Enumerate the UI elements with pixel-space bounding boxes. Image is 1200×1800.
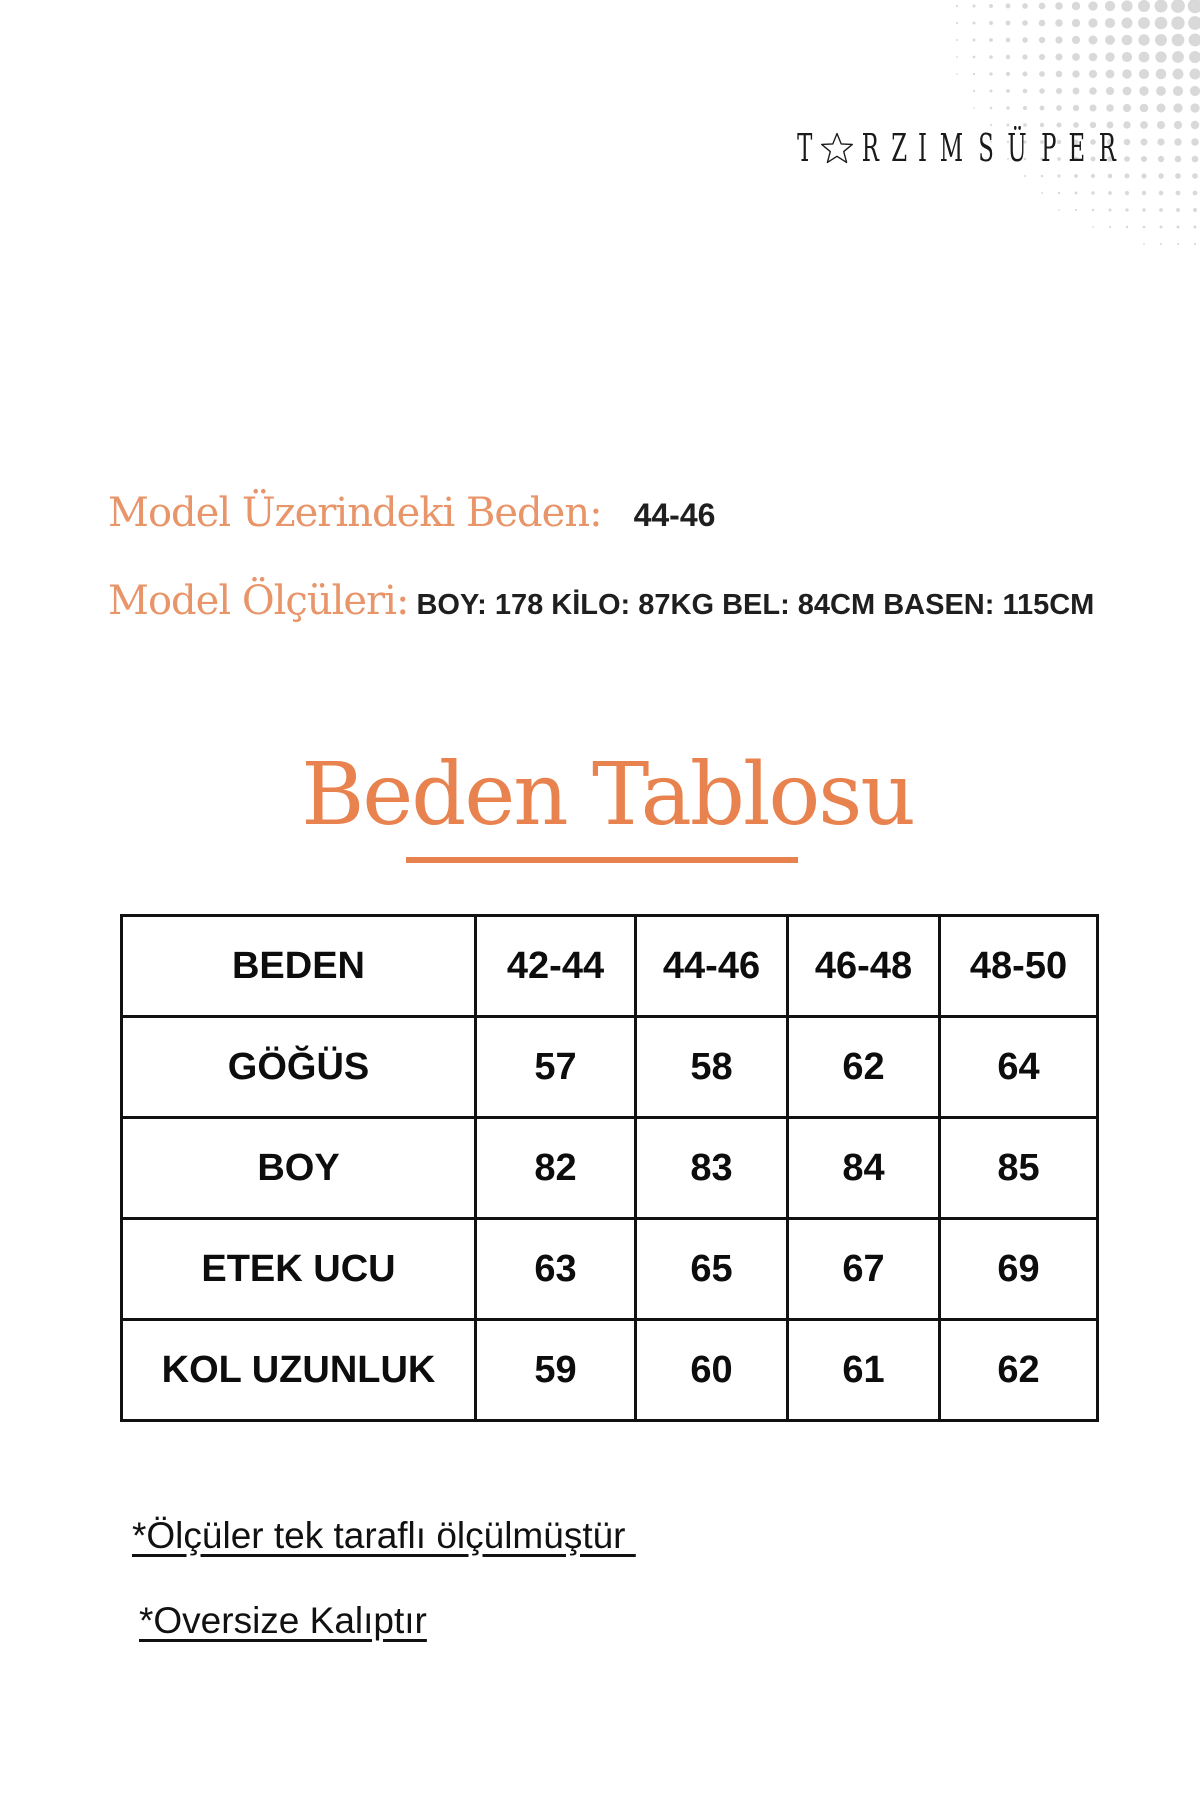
table-cell: 57 bbox=[476, 1017, 636, 1118]
decorative-dot bbox=[1175, 173, 1181, 179]
decorative-dot bbox=[956, 39, 958, 41]
title-underline bbox=[406, 857, 798, 863]
decorative-dot bbox=[1040, 106, 1045, 111]
decorative-dot bbox=[1089, 36, 1098, 45]
brand-logo bbox=[792, 120, 1122, 176]
decorative-dot bbox=[1006, 106, 1009, 109]
logo-letter: Z bbox=[891, 126, 908, 170]
decorative-dot bbox=[1006, 21, 1011, 26]
decorative-dot bbox=[1056, 105, 1062, 111]
decorative-dot bbox=[1192, 173, 1198, 179]
decorative-dot bbox=[1190, 103, 1199, 112]
row-label-cell: GÖĞÜS bbox=[122, 1017, 476, 1118]
decorative-dot bbox=[1172, 34, 1185, 47]
decorative-dot bbox=[1055, 19, 1062, 26]
decorative-dot bbox=[1190, 86, 1200, 96]
decorative-dot bbox=[1189, 34, 1200, 47]
table-header-row bbox=[122, 916, 1098, 1017]
logo-letter: S bbox=[978, 126, 995, 170]
model-size-value: 44-46 bbox=[633, 497, 716, 533]
decorative-dot bbox=[1022, 20, 1028, 26]
decorative-dot bbox=[1193, 191, 1198, 196]
decorative-dot bbox=[1157, 138, 1164, 145]
decorative-dot bbox=[1159, 191, 1164, 196]
decorative-dot bbox=[1058, 192, 1060, 194]
table-cell: 83 bbox=[636, 1118, 788, 1219]
decorative-dot bbox=[1006, 55, 1010, 59]
decorative-dot bbox=[1105, 18, 1115, 28]
decorative-dot bbox=[1109, 209, 1112, 212]
decorative-dot bbox=[1006, 4, 1011, 9]
decorative-dot bbox=[1175, 156, 1182, 163]
decorative-dot bbox=[1121, 0, 1132, 11]
decorative-dot bbox=[1075, 209, 1077, 211]
table-cell: 62 bbox=[788, 1017, 940, 1118]
table-cell: 85 bbox=[940, 1118, 1098, 1219]
decorative-dot bbox=[1158, 173, 1164, 179]
decorative-dot bbox=[1122, 18, 1133, 29]
decorative-dot bbox=[1172, 51, 1184, 63]
decorative-dot bbox=[1122, 69, 1132, 79]
decorative-dot bbox=[1124, 156, 1130, 162]
decorative-dot bbox=[1072, 19, 1080, 27]
star-outline-icon bbox=[820, 131, 854, 165]
decorative-dot bbox=[1159, 208, 1163, 212]
table-row bbox=[122, 1017, 1098, 1118]
decorative-dot bbox=[1126, 226, 1128, 228]
decorative-dot bbox=[1143, 243, 1145, 245]
row-label-cell: KOL UZUNLUK bbox=[122, 1320, 476, 1421]
decorative-dot bbox=[1073, 88, 1080, 95]
model-size-label: Model Üzerindeki Beden: bbox=[108, 490, 602, 536]
decorative-dot bbox=[1192, 156, 1199, 163]
decorative-dot bbox=[1155, 34, 1167, 46]
decorative-dot bbox=[989, 38, 993, 42]
size-table bbox=[120, 914, 1099, 1422]
decorative-dot bbox=[1173, 86, 1183, 96]
decorative-dot bbox=[1143, 226, 1146, 229]
decorative-dot bbox=[1039, 88, 1044, 93]
decorative-dot bbox=[1039, 71, 1045, 77]
decorative-dot bbox=[973, 39, 976, 42]
decorative-dot bbox=[972, 4, 975, 7]
decorative-dot bbox=[1056, 71, 1063, 78]
decorative-dot bbox=[1140, 104, 1149, 113]
logo-letter: R bbox=[861, 126, 879, 170]
table-cell: 60 bbox=[636, 1320, 788, 1421]
decorative-dot bbox=[1188, 16, 1200, 30]
decorative-dot bbox=[1176, 208, 1180, 212]
decorative-dot bbox=[1177, 226, 1180, 229]
decorative-dot bbox=[1141, 139, 1148, 146]
table-cell: 67 bbox=[788, 1219, 940, 1320]
table-row bbox=[122, 1219, 1098, 1320]
decorative-dot bbox=[1141, 173, 1146, 178]
decorative-dot bbox=[1139, 69, 1149, 79]
row-label-cell: BOY bbox=[122, 1118, 476, 1219]
decorative-dot bbox=[1160, 243, 1162, 245]
decorative-dot bbox=[1091, 191, 1094, 194]
logo-letter: E bbox=[1068, 126, 1086, 170]
decorative-dot bbox=[973, 73, 975, 75]
decorative-dot bbox=[1139, 86, 1148, 95]
header-cell: 44-46 bbox=[636, 916, 788, 1017]
header-cell: 48-50 bbox=[940, 916, 1098, 1017]
decorative-dot bbox=[1108, 191, 1112, 195]
decorative-dot bbox=[1177, 243, 1179, 245]
decorative-dot bbox=[1194, 243, 1196, 245]
table-cell: 58 bbox=[636, 1017, 788, 1118]
decorative-dot bbox=[1123, 104, 1131, 112]
decorative-dot bbox=[1088, 18, 1097, 27]
decorative-dot bbox=[956, 56, 958, 58]
decorative-dot bbox=[1105, 52, 1114, 61]
decorative-dot bbox=[1138, 34, 1149, 45]
decorative-dot bbox=[1072, 36, 1080, 44]
decorative-dot bbox=[1023, 89, 1028, 94]
decorative-dot bbox=[1156, 69, 1167, 80]
decorative-dot bbox=[1023, 72, 1028, 77]
decorative-dot bbox=[1173, 69, 1184, 80]
decorative-dot bbox=[1089, 70, 1097, 78]
decorative-dot bbox=[989, 55, 993, 59]
table-cell: 65 bbox=[636, 1219, 788, 1320]
logo-letter: M bbox=[939, 126, 964, 170]
decorative-dot bbox=[989, 72, 992, 75]
decorative-dot bbox=[1141, 156, 1147, 162]
decorative-dot bbox=[989, 21, 993, 25]
decorative-dot bbox=[1106, 87, 1114, 95]
decorative-dot bbox=[973, 107, 975, 109]
decorative-dot bbox=[956, 73, 958, 75]
decorative-dot bbox=[1125, 191, 1129, 195]
decorative-dot bbox=[1109, 226, 1111, 228]
decorative-dot bbox=[1089, 53, 1098, 62]
decorative-dot bbox=[1125, 208, 1128, 211]
decorative-dot bbox=[1124, 139, 1131, 146]
decorative-dot bbox=[1160, 226, 1163, 229]
decorative-dot bbox=[1123, 87, 1132, 96]
decorative-dot bbox=[1157, 104, 1166, 113]
decorative-dot bbox=[1122, 52, 1132, 62]
decorative-dot bbox=[1072, 53, 1080, 61]
decorative-dot bbox=[1174, 138, 1181, 145]
decorative-dot bbox=[1188, 0, 1200, 13]
decorative-dot bbox=[1171, 16, 1184, 29]
decorative-dot bbox=[1039, 37, 1045, 43]
decorative-dot bbox=[1022, 54, 1027, 59]
decorative-dot bbox=[1092, 209, 1095, 212]
decorative-dot bbox=[1140, 121, 1148, 129]
decorative-dot bbox=[1191, 121, 1199, 129]
table-cell: 69 bbox=[940, 1219, 1098, 1320]
decorative-dot bbox=[1039, 20, 1046, 27]
decorative-dot bbox=[1142, 208, 1146, 212]
decorative-dot bbox=[1023, 106, 1027, 110]
model-measurements-row bbox=[108, 578, 1094, 624]
decorative-dot bbox=[1171, 0, 1185, 13]
logo-letter: Ü bbox=[1007, 126, 1028, 170]
decorative-dot bbox=[1173, 103, 1182, 112]
decorative-dot bbox=[1073, 105, 1079, 111]
decorative-dot bbox=[1075, 192, 1078, 195]
model-measurements-label: Model Ölçüleri: bbox=[108, 578, 409, 624]
model-measurements-value: BOY: 178 KİLO: 87KG BEL: 84CM BASEN: 115CM bbox=[416, 589, 1095, 621]
table-cell: 84 bbox=[788, 1118, 940, 1219]
row-label-cell: ETEK UCU bbox=[122, 1219, 476, 1320]
table-cell: 82 bbox=[476, 1118, 636, 1219]
decorative-dot bbox=[1055, 2, 1063, 10]
decorative-dot bbox=[1006, 72, 1010, 76]
decorative-dot bbox=[1092, 226, 1094, 228]
decorative-dot bbox=[1090, 105, 1097, 112]
decorative-dot bbox=[1155, 0, 1168, 12]
decorative-dot bbox=[1193, 208, 1197, 212]
decorative-dot bbox=[1072, 2, 1080, 10]
table-cell: 61 bbox=[788, 1320, 940, 1421]
decorative-dot bbox=[956, 22, 958, 24]
decorative-dot bbox=[1105, 35, 1115, 45]
decorative-dot bbox=[1006, 38, 1011, 43]
decorative-dot bbox=[1106, 104, 1114, 112]
decorative-dot bbox=[1072, 70, 1079, 77]
decorative-dot bbox=[972, 21, 975, 24]
decorative-dot bbox=[1106, 70, 1115, 79]
decorative-dot bbox=[1022, 37, 1028, 43]
decorative-dot bbox=[1125, 174, 1130, 179]
decorative-dot bbox=[1056, 54, 1063, 61]
decorative-dot bbox=[1088, 1, 1097, 10]
table-cell: 62 bbox=[940, 1320, 1098, 1421]
decorative-dot bbox=[1156, 86, 1166, 96]
decorative-dot bbox=[1055, 36, 1062, 43]
decorative-dot bbox=[1138, 17, 1150, 29]
decorative-dot bbox=[973, 90, 975, 92]
decorative-dot bbox=[1189, 51, 1200, 63]
note-one-sided-measurement: *Ölçüler tek taraflı ölçülmüştür bbox=[132, 1515, 636, 1556]
decorative-dot bbox=[1174, 121, 1182, 129]
decorative-dot bbox=[1155, 17, 1168, 30]
decorative-dot bbox=[1157, 121, 1165, 129]
decorative-dot bbox=[1158, 156, 1164, 162]
header-cell: 42-44 bbox=[476, 916, 636, 1017]
size-chart-title: Beden Tablosu bbox=[301, 745, 914, 845]
decorative-dot bbox=[1155, 51, 1166, 62]
logo-letter: I bbox=[918, 126, 928, 170]
table-row bbox=[122, 1118, 1098, 1219]
decorative-dot bbox=[1041, 192, 1043, 194]
header-cell: BEDEN bbox=[122, 916, 476, 1017]
decorative-dot bbox=[1142, 191, 1146, 195]
table-cell: 63 bbox=[476, 1219, 636, 1320]
note-oversize-fit: *Oversize Kalıptır bbox=[139, 1600, 427, 1641]
logo-letter: R bbox=[1099, 126, 1117, 170]
table-cell: 64 bbox=[940, 1017, 1098, 1118]
decorative-dot bbox=[1191, 138, 1199, 146]
model-size-row bbox=[108, 490, 715, 536]
decorative-dot bbox=[1123, 121, 1130, 128]
decorative-dot bbox=[990, 107, 993, 110]
decorative-dot bbox=[1058, 209, 1060, 211]
table-row bbox=[122, 1320, 1098, 1421]
logo-letter: P bbox=[1040, 126, 1057, 170]
decorative-dot bbox=[1056, 88, 1062, 94]
header-cell: 46-48 bbox=[788, 916, 940, 1017]
logo-letter: T bbox=[797, 126, 813, 170]
decorative-dot bbox=[990, 90, 993, 93]
decorative-dot bbox=[1039, 3, 1046, 10]
decorative-dot bbox=[1105, 1, 1115, 11]
decorative-dot bbox=[1189, 68, 1200, 79]
table-cell: 59 bbox=[476, 1320, 636, 1421]
decorative-dot bbox=[1139, 52, 1150, 63]
decorative-dot bbox=[1122, 35, 1133, 46]
decorative-dot bbox=[1176, 191, 1181, 196]
decorative-dot bbox=[989, 4, 993, 8]
decorative-dot bbox=[1193, 225, 1196, 228]
decorative-dot bbox=[973, 56, 976, 59]
decorative-dot bbox=[1006, 89, 1010, 93]
decorative-dot bbox=[1039, 54, 1045, 60]
decorative-dot bbox=[956, 5, 958, 7]
decorative-dot bbox=[1138, 0, 1150, 12]
decorative-dot bbox=[1089, 87, 1097, 95]
decorative-dot bbox=[1022, 3, 1028, 9]
